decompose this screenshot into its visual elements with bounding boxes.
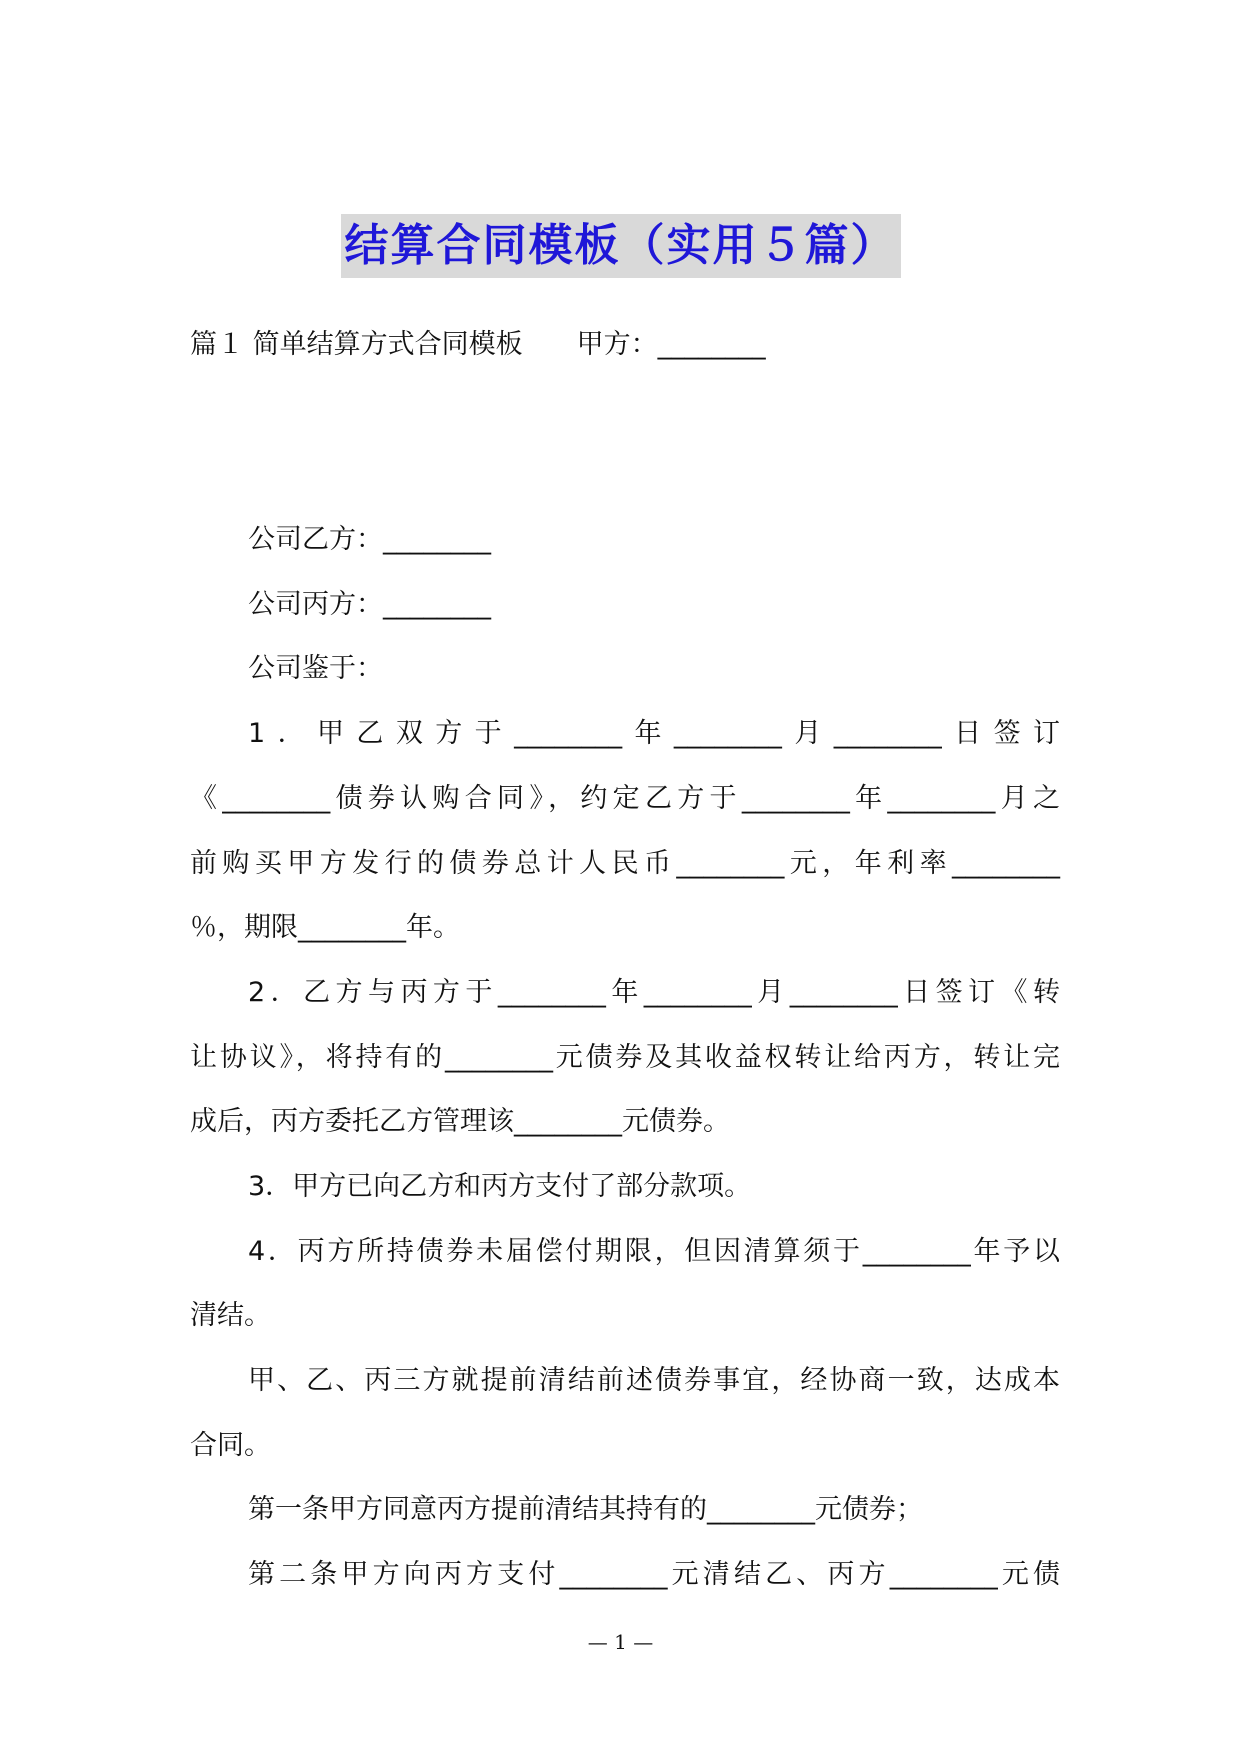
article-1: 第一条甲方同意丙方提前清结其持有的________元债券；: [248, 1494, 923, 1525]
whereas: 公司鉴于：: [248, 653, 383, 684]
paragraph-line: 2．乙方与丙方于________年________月________日签订《转: [248, 977, 1060, 1008]
paragraph-line: 前购买甲方发行的债券总计人民币________元，年利率________: [190, 848, 1060, 879]
paragraph-line: 合同。: [190, 1430, 271, 1461]
article-2: 第二条甲方向丙方支付________元清结乙、丙方________元债: [248, 1559, 1060, 1590]
paragraph-line: 清结。: [190, 1300, 271, 1331]
paragraph-line: 1．甲乙双方于________年________月________日签订: [248, 718, 1060, 749]
party-b: 公司乙方：________: [248, 524, 491, 555]
paragraph-line: 成后，丙方委托乙方管理该________元债券。: [190, 1106, 730, 1137]
paragraph-line: 让协议》，将持有的________元债券及其收益权转让给丙方，转让完: [190, 1042, 1060, 1073]
paragraph-line: 4．丙方所持债券未届偿付期限，但因清算须于________年予以: [248, 1236, 1060, 1267]
title-wrap: [0, 214, 1241, 278]
page-number: — 1 —: [587, 1630, 654, 1654]
paragraph-line: 《________债券认购合同》，约定乙方于________年________月之: [190, 783, 1060, 814]
document-title: 结算合同模板（实用５篇）: [341, 214, 901, 278]
party-c: 公司丙方：________: [248, 589, 491, 620]
paragraph-line: ％，期限________年。: [190, 912, 460, 943]
paragraph-line: 3．甲方已向乙方和丙方支付了部分款项。: [248, 1171, 752, 1202]
paragraph-line: 甲、乙、丙三方就提前清结前述债券事宜，经协商一致，达成本: [248, 1365, 1060, 1396]
section-heading: 篇１ 简单结算方式合同模板 甲方：________: [190, 329, 766, 360]
